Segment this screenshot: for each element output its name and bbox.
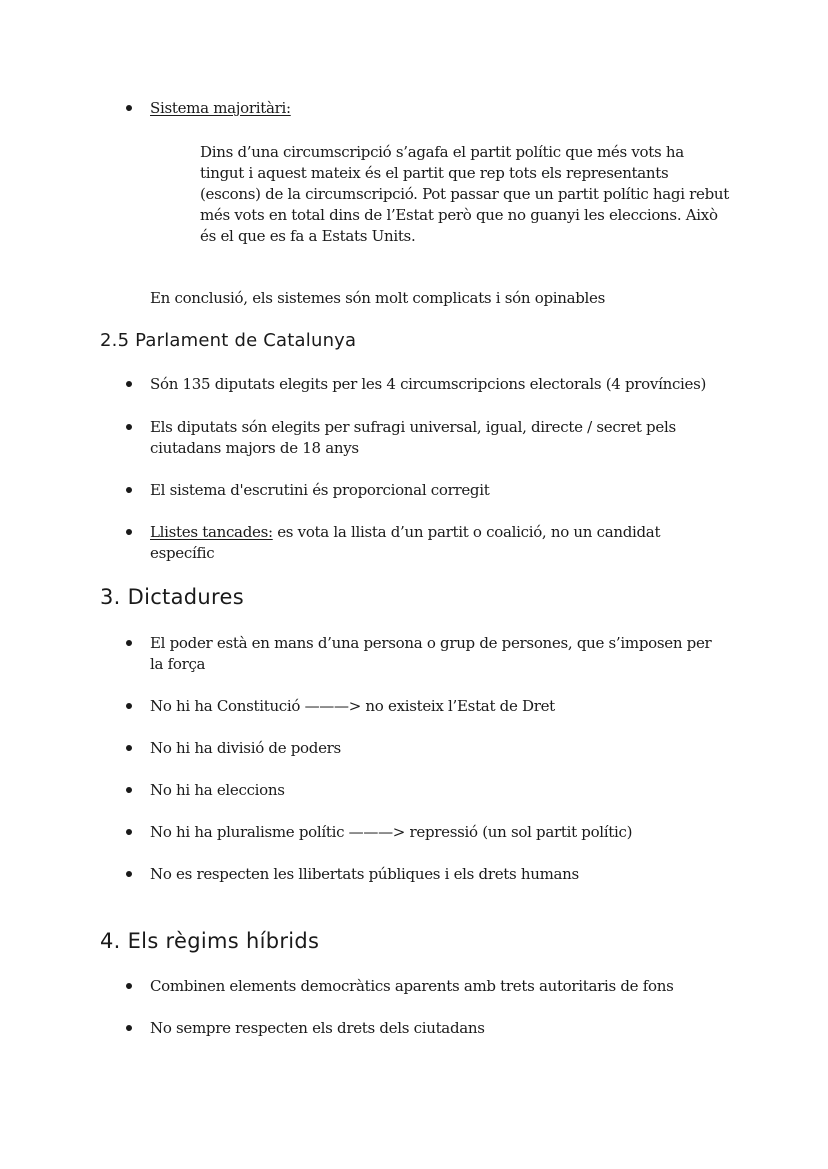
- conclusion-paragraph: En conclusió, els sistemes són molt complicats i són opinables: [150, 289, 606, 307]
- bullet-item-dictadures-3: [126, 738, 726, 759]
- bullet-item-parlament-2: [126, 417, 726, 459]
- bullet-dot: [126, 745, 132, 751]
- bullet-dot: [126, 983, 132, 989]
- bullet-text: No hi ha divisió de poders: [150, 739, 341, 757]
- bullet-item-parlament-1: [126, 374, 726, 395]
- bullet-text: No hi ha eleccions: [150, 781, 285, 799]
- bullet-text: No hi ha pluralisme polític ———> repressió (un sol partit polític): [150, 823, 633, 841]
- bullet-dot: [126, 871, 132, 877]
- bullet-dot: [126, 105, 132, 111]
- majoritari-paragraph: Dins d’una circumscripció s’agafa el partit polític que més vots ha tingut i aquest mateix és el partit que rep tots els representants (escons) de la circumscripció. Pot passar que un partit polític hagi rebut més vots en total dins de l’Estat però que no guanyi les eleccions. Això és el que es fa a Estats Units.: [200, 143, 730, 245]
- bullet-dot: [126, 640, 132, 646]
- bullet-text: Són 135 diputats elegits per les 4 circumscripcions electorals (4 províncies): [150, 375, 707, 393]
- term-majoritari: Sistema majoritàri:: [150, 99, 291, 117]
- bullet-text: Els diputats són elegits per sufragi universal, igual, directe / secret pels ciutadans majors de 18 anys: [150, 418, 676, 457]
- bullet-item-dictadures-1: [126, 633, 726, 675]
- bullet-dot: [126, 703, 132, 709]
- bullet-text: Combinen elements democràtics aparents amb trets autoritaris de fons: [150, 977, 674, 995]
- bullet-dot: [126, 529, 132, 535]
- bullet-item-majoritari: [126, 98, 726, 119]
- bullet-dot: [126, 487, 132, 493]
- bullet-text: No hi ha Constitució ———> no existeix l’Estat de Dret: [150, 697, 555, 715]
- bullet-text: [150, 522, 726, 564]
- bullet-text: No sempre respecten els drets dels ciutadans: [150, 1019, 485, 1037]
- bullet-text: No es respecten les llibertats públiques i els drets humans: [150, 865, 579, 883]
- bullet-item-parlament-3: [126, 480, 726, 501]
- heading-hibrids: 4. Els règims híbrids: [100, 929, 320, 953]
- bullet-dot: [126, 1025, 132, 1031]
- bullet-dot: [126, 787, 132, 793]
- bullet-item-dictadures-4: [126, 780, 726, 801]
- heading-dictadures: 3. Dictadures: [100, 585, 244, 609]
- bullet-dot: [126, 829, 132, 835]
- bullet-item-dictadures-5: [126, 822, 726, 843]
- bullet-dot: [126, 424, 132, 430]
- llistes-tancades-text: es vota la llista d’un partit o coalició, no un candidat específic: [150, 523, 661, 562]
- bullet-item-hibrids-1: [126, 976, 726, 997]
- term-llistes-tancades: Llistes tancades:: [150, 523, 273, 541]
- bullet-item-dictadures-2: [126, 696, 726, 717]
- heading-parlament: 2.5 Parlament de Catalunya: [100, 330, 357, 351]
- bullet-item-hibrids-2: [126, 1018, 726, 1039]
- bullet-dot: [126, 381, 132, 387]
- bullet-text: El poder està en mans d’una persona o grup de persones, que s’imposen per la força: [150, 634, 712, 673]
- bullet-item-dictadures-6: [126, 864, 726, 885]
- bullet-item-parlament-4: [126, 522, 726, 564]
- bullet-text: El sistema d'escrutini és proporcional corregit: [150, 481, 490, 499]
